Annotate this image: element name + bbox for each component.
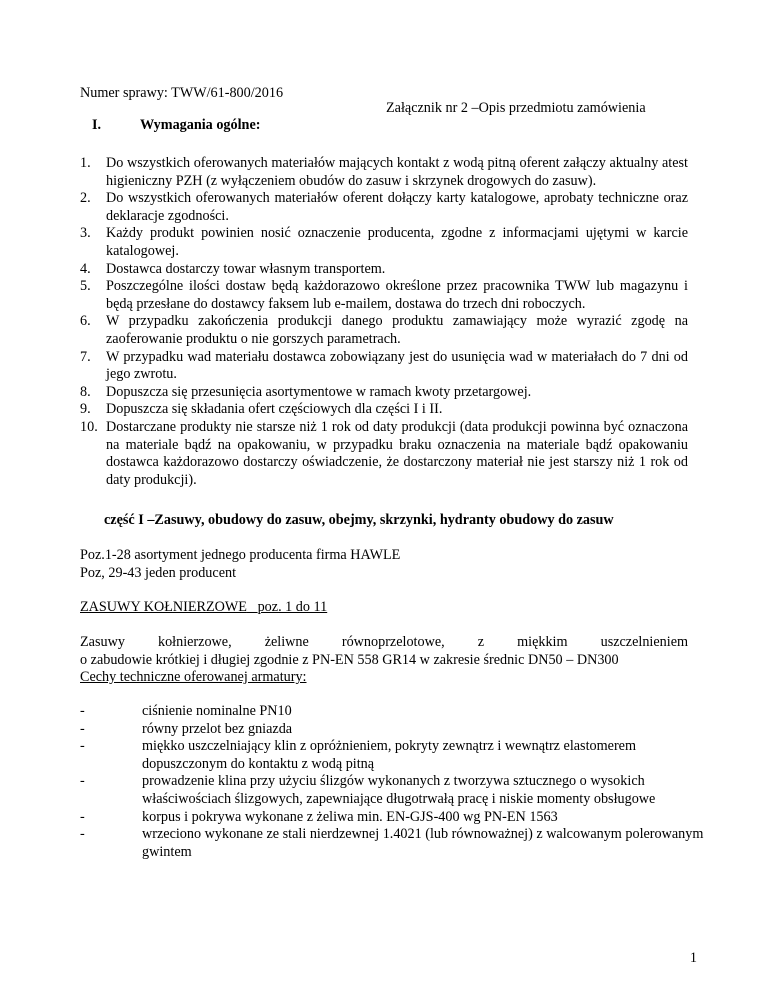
list-item: - prowadzenie klina przy użyciu ślizgów wykonanych z tworzywa sztucznego o wysokich właściwościach ślizgowych, zapewniające długotrwałą pracę i niskie momenty obsługowe — [80, 773, 656, 807]
list-item: 8. Dopuszcza się przesunięcia asortymentowe w ramach kwoty przetargowej. — [80, 383, 532, 400]
list-item: 7. W przypadku wad materiału dostawca zobowiązany jest do usunięcia wad w materiałach do 7 dni od jego zwrotu. — [80, 348, 688, 383]
subheading: ZASUWY KOŁNIERZOWE poz. 1 do 11 — [80, 599, 328, 615]
case-number: Numer sprawy: TWW/61-800/2016 — [80, 85, 284, 101]
list-item: 10. Dostarczane produkty nie starsze niż 1 rok od daty produkcji (data produkcji powinna być oznaczona na materiale bądź na opakowaniu, w przypadku braku oznaczenia na materiale bądź opakowaniu dostawca każdorazowo dostarczy oświadczenie, że dostarczony materiał nie jest starszy niż 1 rok od daty produkcji). — [80, 418, 688, 488]
list-item: 6. W przypadku zakończenia produkcji danego produktu zamawiający może wyrazić zgodę na zaoferowanie produktu o nie gorszych parametrach. — [80, 313, 688, 347]
list-item: 4. Dostawca dostarczy towar własnym transportem. — [80, 260, 386, 277]
list-item: - korpus i pokrywa wykonane z żeliwa min. EN-GJS-400 wg PN-EN 1563 — [80, 808, 558, 825]
list-item: 3. Każdy produkt powinien nosić oznaczenie producenta, zgodne z informacjami ujętymi w karcie katalogowej. — [80, 225, 688, 259]
requirements-list — [80, 155, 688, 489]
part1-line2: Poz, 29-43 jeden producent — [80, 565, 237, 581]
page-number: 1 — [689, 950, 697, 966]
list-item: 2. Do wszystkich oferowanych materiałów oferent dołączy karty katalogowe, aprobaty techniczne oraz deklaracje zgodności. — [80, 190, 688, 224]
part1-title: część I –Zasuwy, obudowy do zasuw, obejmy, skrzynki, hydranty obudowy do zasuw — [104, 512, 614, 528]
features-list — [80, 703, 720, 861]
description-line2: o zabudowie krótkiej i długiej zgodnie z PN-EN 558 GR14 w zakresie średnic DN50 – DN300 — [80, 652, 619, 668]
list-item: 1. Do wszystkich oferowanych materiałów mających kontakt z wodą pitną oferent załączy aktualny atest higieniczny PZH (z wyłączeniem obudów do zasuw i skrzynek drogowych do zasuw). — [80, 155, 688, 189]
attachment-title: Załącznik nr 2 –Opis przedmiotu zamówienia — [386, 100, 646, 116]
list-item: 9. Dopuszcza się składania ofert częściowych dla części I i II. — [80, 401, 443, 418]
list-item: - ciśnienie nominalne PN10 — [80, 703, 292, 719]
list-item: - równy przelot bez gniazda — [80, 720, 293, 737]
list-item: 5. Poszczególne ilości dostaw będą każdorazowo określone przez pracownika TWW lub magazynu i będą przesłane do dostawcy faksem lub e-mailem, dostawa do trzech dni roboczych. — [80, 278, 688, 312]
list-item: - wrzeciono wykonane ze stali nierdzewnej 1.4021 (lub równoważnej) z walcowanym polerowanym gwintem — [80, 826, 704, 860]
part1-line1: Poz.1-28 asortyment jednego producenta firma HAWLE — [80, 547, 401, 563]
features-heading: Cechy techniczne oferowanej armatury: — [80, 669, 307, 685]
section-title: Wymagania ogólne: — [140, 117, 261, 133]
list-item: - miękko uszczelniający klin z opróżnieniem, pokryty zewnątrz i wewnątrz elastomerem dopuszczonym do kontaktu z wodą pitną — [80, 738, 636, 772]
description-line1: Zasuwy kołnierzowe, żeliwne równoprzelotowe, z miękkim uszczelnieniem — [80, 634, 689, 650]
section-number: I. — [92, 117, 102, 133]
